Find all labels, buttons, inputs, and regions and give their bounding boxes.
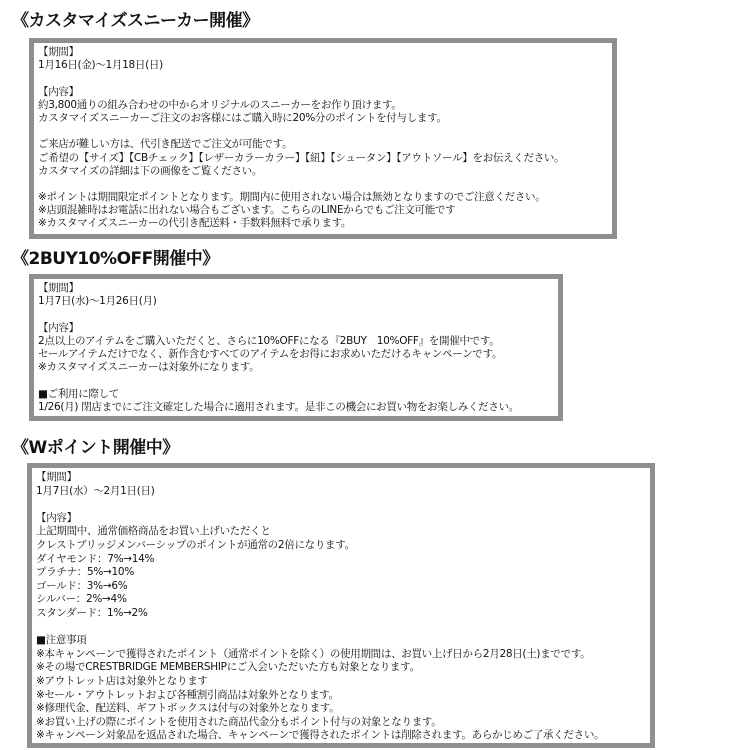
text-line: ※本キャンペーンで獲得されたポイント（通常ポイントを除く）の使用期間は、お買い上げ日から2月28日(土)までです。 [36,647,591,660]
text-line: ※店頭混雑時はお電話に出れない場合もございます。こちらのLINEからでもご注文可能です [38,204,456,217]
w-point-info-box [27,463,655,748]
text-line: 【期間】 [38,46,79,58]
blank-line [38,178,608,191]
text-line: ※お買い上げの際にポイントを使用された商品代金分もポイント付与の対象となります。 [36,715,442,728]
text-line: 1月7日(水）〜2月1日(日) [36,484,155,497]
section-title: 《2BUY10%OFF開催中》 [12,249,219,269]
text-line: ■ご利用に際して [38,387,120,400]
blank-line [38,125,608,138]
text-line: 【内容】 [38,321,79,334]
blank-line [38,72,608,85]
text-line: 2点以上のアイテムをご購入いただくと、さらに10%OFFになる『2BUY 10%OFF』を開催中です。 [38,334,500,347]
text-line: ※その場でCRESTBRIDGE MEMBERSHIPにご入会いただいた方も対象となります。 [36,661,420,674]
text-line: ダイヤモンド：7%→14% [36,552,155,565]
blank-line [38,374,554,387]
text-line: ※キャンペーン対象品を返品された場合、キャンペーンで獲得されたポイントは削除されます。あらかじめご了承ください。 [36,729,605,742]
text-line: ※セール・アウトレットおよび各種割引商品は対象外となります。 [36,688,339,701]
text-line: ご来店が難しい方は、代引き配送でご注文が可能です。 [38,138,293,151]
text-line: クレストブリッジメンバーシップのポイントが通常の2倍になります。 [36,538,355,551]
section-title: 《Wポイント開催中》 [12,438,179,458]
customize-sneaker-info-box [29,38,617,239]
text-line: 【期間】 [36,471,77,483]
text-line: ご希望の【サイズ】【CBチェック】【レザーカラーカラー】【紐】【シュータン】【アウトソール】をお伝えください。 [38,151,565,164]
text-line: ゴールド：3%→6% [36,579,128,592]
text-line: ■注意事項 [36,634,87,647]
2buy-10off-info-box [29,274,563,421]
text-line: カスタマイズの詳細は下の画像をご覧ください。 [38,164,263,177]
text-line: プラチナ：5%→10% [36,566,134,579]
text-line: ※修理代金、配送料、ギフトボックスは付与の対象外となります。 [36,702,340,715]
blank-line [38,308,554,321]
text-line: 【内容】 [36,511,77,524]
text-line: 上記期間中、通常価格商品をお買い上げいただくと [36,525,271,538]
text-line: ※アウトレット店は対象外となります [36,674,208,687]
text-line: ※ポイントは期間限定ポイントとなります。期間内に使用されない場合は無効となりますのでご注意ください。 [38,191,546,204]
text-line: 【内容】 [38,85,79,98]
text-line: カスタマイズスニーカーご注文のお客様にはご購入時に20%分のポイントを付与します。 [38,111,447,124]
blank-line [36,621,646,635]
section-title: 《カスタマイズスニーカー開催》 [12,11,259,31]
text-line: 1/26(月) 閉店までにご注文確定した場合に適用されます。是非この機会にお買い物をお楽しみください。 [38,400,519,413]
text-line: 約3,800通りの組み合わせの中からオリジナルのスニーカーをお作り頂けます。 [38,98,402,111]
text-line: スタンダード：1%→2% [36,606,148,619]
text-line: 1月7日(水)〜1月26日(月) [38,295,157,308]
text-line: 1月16日(金)〜1月18日(日) [38,59,163,72]
text-line: シルバー：2%→4% [36,593,127,606]
text-line: セールアイテムだけでなく、新作含むすべてのアイテムをお得にお求めいただけるキャンペーンです。 [38,347,503,360]
text-line: ※カスタマイズスニーカーは対象外になります。 [38,361,260,374]
text-line: ※カスタマイズスニーカーの代引き配送料・手数料無料で承ります。 [38,217,352,230]
blank-line [36,498,646,512]
text-line: 【期間】 [38,282,79,294]
